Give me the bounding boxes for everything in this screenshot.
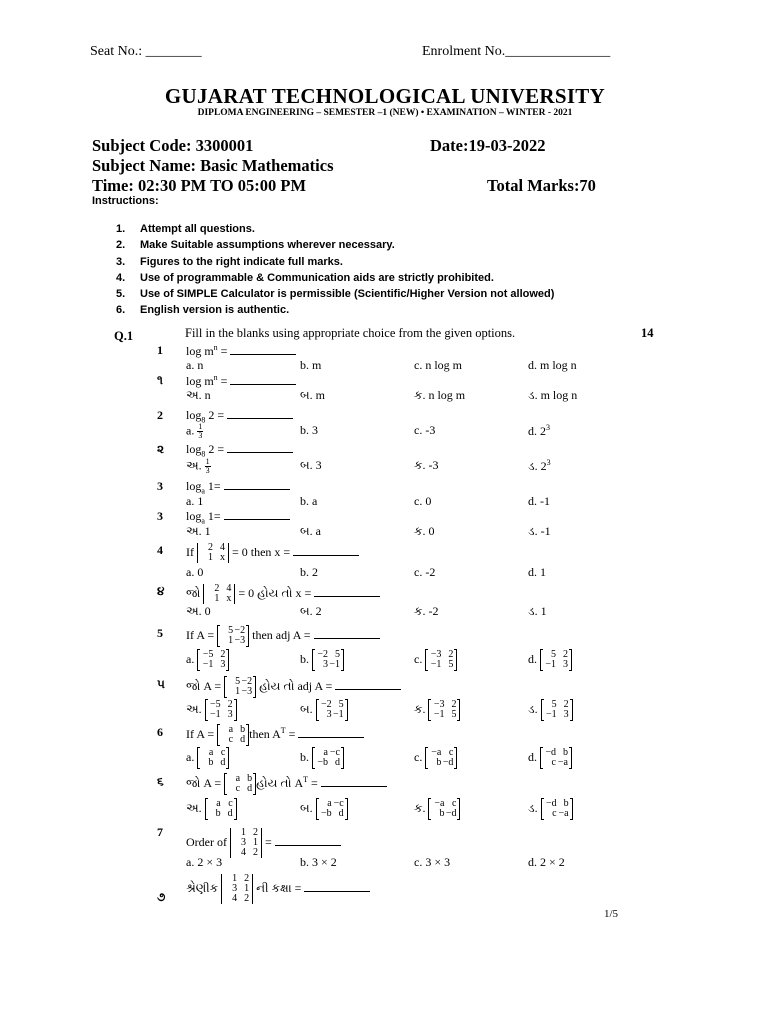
page-number: 1/5	[604, 908, 619, 920]
question-3-en: 3 $\log_a 1=$	[0, 477, 770, 497]
subject-name: Subject Name: Basic Mathematics	[92, 156, 334, 175]
fraction: $\frac{1}{3}$	[198, 422, 203, 440]
question-2-options-gu: અ. $\frac{1}{3}$ બ. 3 ક. -3 ડ. $2^3$	[186, 457, 551, 475]
question-3-options-gu: અ. 1 બ. a ક. 0 ડ. -1	[186, 524, 551, 538]
determinant-3x2: 1 2 3 1 4 2	[221, 874, 253, 904]
matrix-a: a b c d	[224, 774, 256, 794]
total-marks: Total Marks:70	[487, 176, 596, 195]
instructions-heading: Instructions:	[92, 195, 159, 207]
question-5-options-gu: અ. −5 2 −1 3 બ. −2 5 3−1 ક. −3 2 −1 5 ડ. 5 2 −1 3	[0, 698, 770, 718]
question-6-en: 6 If A = a b c d then $A^T$ =	[0, 723, 770, 743]
option-matrix: −a c b−d	[425, 748, 457, 768]
question-4-gu: ૪ જો 2 4 1 x = 0 હોય તો x =	[0, 582, 770, 602]
option-matrix: a −c −b d	[312, 748, 344, 768]
seat-number-field: Seat No.: ________	[90, 44, 202, 59]
instruction-item: 2. Make Suitable assumptions wherever necessary.	[116, 239, 395, 252]
question-4-options-en: a. 0 b. 2 c. -2 d. 1	[186, 565, 546, 579]
question-4-options-gu: અ. 0 બ. 2 ક. -2 ડ. 1	[186, 604, 547, 618]
question-1-options-gu: અ. n બ. m ક. n log m ડ. m log n	[186, 388, 578, 402]
question-2-en: 2 $\log_8 2$ =	[0, 406, 770, 426]
option-matrix: a −c −b d	[316, 799, 348, 819]
question-6-options-gu: અ. a c b d બ. a −c −b d ક. −a c b−d ડ. −d b c −a	[0, 797, 770, 817]
question-2-options-en: a. $\frac{1}{3}$ b. 3 c. -3 d. $2^3$	[186, 422, 550, 440]
question-5-options-en: a. −5 2 −1 3 b. −2 5 3−1 c. −3 2 −1 5 d. 5 2 −1 3	[0, 648, 770, 668]
question-3-options-en: a. 1 b. a c. 0 d. -1	[186, 494, 550, 508]
option-matrix: −5 2 −1 3	[205, 700, 237, 720]
question-1-gu: ૧ $\log m^n$ =	[0, 371, 770, 391]
question-6-gu: ૬ જો A = a b c d હોય તો $A^T$ =	[0, 772, 770, 792]
instruction-item: 1. Attempt all questions.	[116, 223, 255, 235]
instruction-item: 3. Figures to the right indicate full marks.	[116, 255, 343, 268]
option-matrix: −2 5 3−1	[312, 650, 344, 670]
option-matrix: a c b d	[197, 748, 229, 768]
matrix-a: 5−2 1−3	[224, 677, 256, 697]
option-matrix: −3 2 −1 5	[428, 700, 460, 720]
option-matrix: −d b c −a	[541, 799, 573, 819]
instruction-item: 6. English version is authentic.	[116, 304, 290, 317]
exam-time: Time: 02:30 PM TO 05:00 PM	[92, 176, 307, 195]
instructions-list	[116, 221, 676, 319]
question-1-en: 1 $\log m^n$ =	[0, 341, 770, 361]
question-label: Q.1	[114, 329, 134, 343]
option-matrix: −3 2 −1 5	[425, 650, 457, 670]
question-7-options-en: a. 2 × 3 b. 3 × 2 c. 3 × 3 d. 2 × 2	[186, 855, 565, 869]
option-matrix: 5 2 −1 3	[540, 650, 572, 670]
question-7-en: 7	[157, 825, 163, 839]
question-marks: 14	[641, 326, 654, 340]
enrolment-number-field: Enrolment No._______________	[422, 44, 611, 59]
fraction: $\frac{1}{3}$	[205, 457, 210, 475]
instruction-item: 4. Use of programmable & Communication aids are strictly prohibited.	[116, 271, 494, 284]
instruction-item: 5. Use of SIMPLE Calculator is permissible (Scientific/Higher Version not allowed)	[116, 288, 555, 301]
option-matrix: −d b c −a	[540, 748, 572, 768]
question-3-gu: 3 $\log_a 1=$	[0, 507, 770, 527]
determinant: 2 4 1 x	[203, 584, 235, 604]
question-4-en: 4 If 2 4 1 x = 0 then x =	[0, 541, 770, 561]
question-1-options-en: a. n b. m c. n log m d. m log n	[186, 358, 577, 372]
question-2-gu: ૨ $\log_8 2$ =	[0, 440, 770, 460]
option-matrix: −2 5 3−1	[316, 700, 348, 720]
question-title: Fill in the blanks using appropriate choice from the given options.	[185, 326, 516, 340]
subject-code: Subject Code: 3300001	[92, 136, 254, 155]
question-5-en: 5 If A = 5−2 1−3 then adj A =	[0, 624, 770, 644]
question-6-options-en: a. a c b d b. a −c −b d c. −a c b−d d. −d b c −a	[0, 746, 770, 766]
question-7-gu: ૭ શ્રેણીક 1 2 3 1 4 2 ની કક્ષા =	[0, 872, 770, 892]
option-matrix: 5 2 −1 3	[541, 700, 573, 720]
question-5-gu: ૫ જો A = 5−2 1−3 હોય તો adj A =	[0, 675, 770, 695]
question-7-stem-en: Order of 1 2 3 1 4 2 =	[0, 826, 770, 846]
exam-date: Date:19-03-2022	[430, 136, 546, 155]
option-matrix: −a c b−d	[428, 799, 460, 819]
matrix-a: a b c d	[217, 725, 249, 745]
determinant: 2 4 1 x	[197, 543, 229, 563]
determinant-3x2: 1 2 3 1 4 2	[230, 828, 262, 858]
option-matrix: a c b d	[205, 799, 237, 819]
university-title: GUJARAT TECHNOLOGICAL UNIVERSITY	[164, 84, 606, 108]
matrix-a: 5−2 1−3	[217, 626, 249, 646]
option-matrix: −5 2 −1 3	[197, 650, 229, 670]
exam-line: DIPLOMA ENGINEERING – SEMESTER –1 (NEW) • EXAMINATION – WINTER - 2021	[197, 108, 573, 118]
